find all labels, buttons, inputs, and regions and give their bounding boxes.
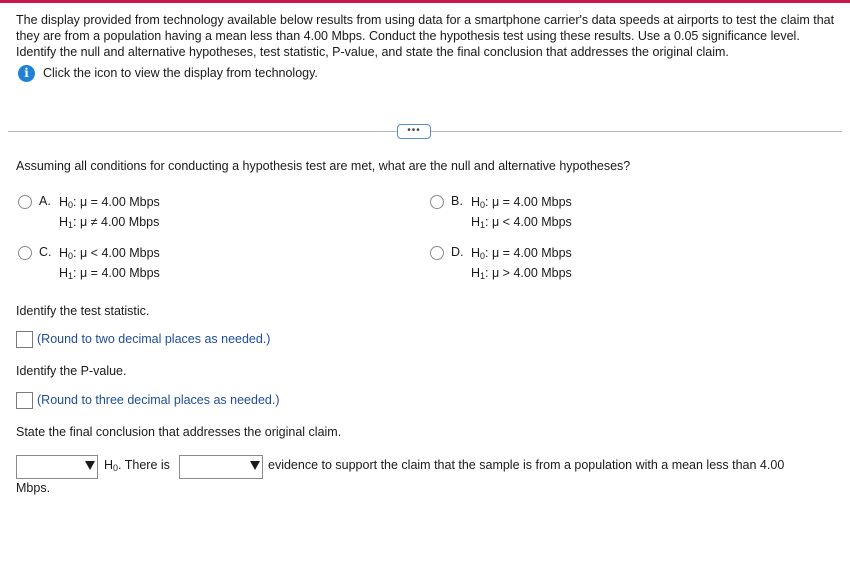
dropdown-arrow-icon [85,461,95,470]
reject-decision-dropdown[interactable] [16,455,98,479]
option-c[interactable] [18,244,160,284]
alt-hypothesis: $H_1$: μ = 4.00 Mbps [59,266,160,281]
test-statistic-input[interactable] [16,331,33,348]
h0-there-is-text: $H_0$. There is [104,458,170,473]
p-value-label: Identify the P-value. [16,364,127,378]
option-letter: A. [39,194,51,208]
null-hypothesis: $H_0$: μ < 4.00 Mbps [59,246,160,261]
option-letter: C. [39,245,52,259]
option-hypotheses [59,244,160,284]
top-accent-bar [0,0,850,3]
dropdown-arrow-icon [250,461,260,470]
option-hypotheses [59,193,160,233]
option-hypotheses [471,193,572,233]
info-link-row[interactable] [16,64,318,82]
conclusion-rest-text: evidence to support the claim that the sample is from a population with a mean less than 4.00 [268,458,785,472]
alt-hypothesis: $H_1$: μ > 4.00 Mbps [471,266,572,281]
p-value-input[interactable] [16,392,33,409]
alt-hypothesis: $H_1$: μ ≠ 4.00 Mbps [59,215,160,230]
option-letter: B. [451,194,463,208]
p-value-hint: (Round to three decimal places as needed.) [37,393,280,407]
option-hypotheses [471,244,572,284]
option-d[interactable] [430,244,572,284]
hypotheses-prompt: Assuming all conditions for conducting a hypothesis test are met, what are the null and alternative hypotheses? [16,159,631,173]
radio-button[interactable] [18,195,32,209]
info-link-text[interactable]: Click the icon to view the display from technology. [43,66,318,80]
option-b[interactable] [430,193,572,233]
question-text: The display provided from technology available below results from using data for a smartphone carrier's data speeds at airports to test the claim that they are from a population having a mean less than 4.00 Mbps. Conduct the hypothesis test using these results. Use a 0.05 significance level. Identify the null and alternative hypotheses, test statistic, P-value, and state the final conclusion that addresses the original claim. [16,13,835,59]
conclusion-tail-text: Mbps. [16,481,51,495]
radio-button[interactable] [430,195,444,209]
info-icon[interactable]: i [18,65,35,82]
alt-hypothesis: $H_1$: μ < 4.00 Mbps [471,215,572,230]
radio-button[interactable] [18,246,32,260]
null-hypothesis: $H_0$: μ = 4.00 Mbps [471,246,572,261]
test-statistic-label: Identify the test statistic. [16,304,150,318]
null-hypothesis: $H_0$: μ = 4.00 Mbps [471,195,572,210]
option-letter: D. [451,245,464,259]
expand-more-button[interactable]: ••• [397,124,431,139]
evidence-dropdown[interactable] [179,455,263,479]
radio-button[interactable] [430,246,444,260]
test-statistic-hint: (Round to two decimal places as needed.) [37,332,271,346]
option-a[interactable] [18,193,160,233]
conclusion-label: State the final conclusion that addresses the original claim. [16,425,342,439]
null-hypothesis: $H_0$: μ = 4.00 Mbps [59,195,160,210]
